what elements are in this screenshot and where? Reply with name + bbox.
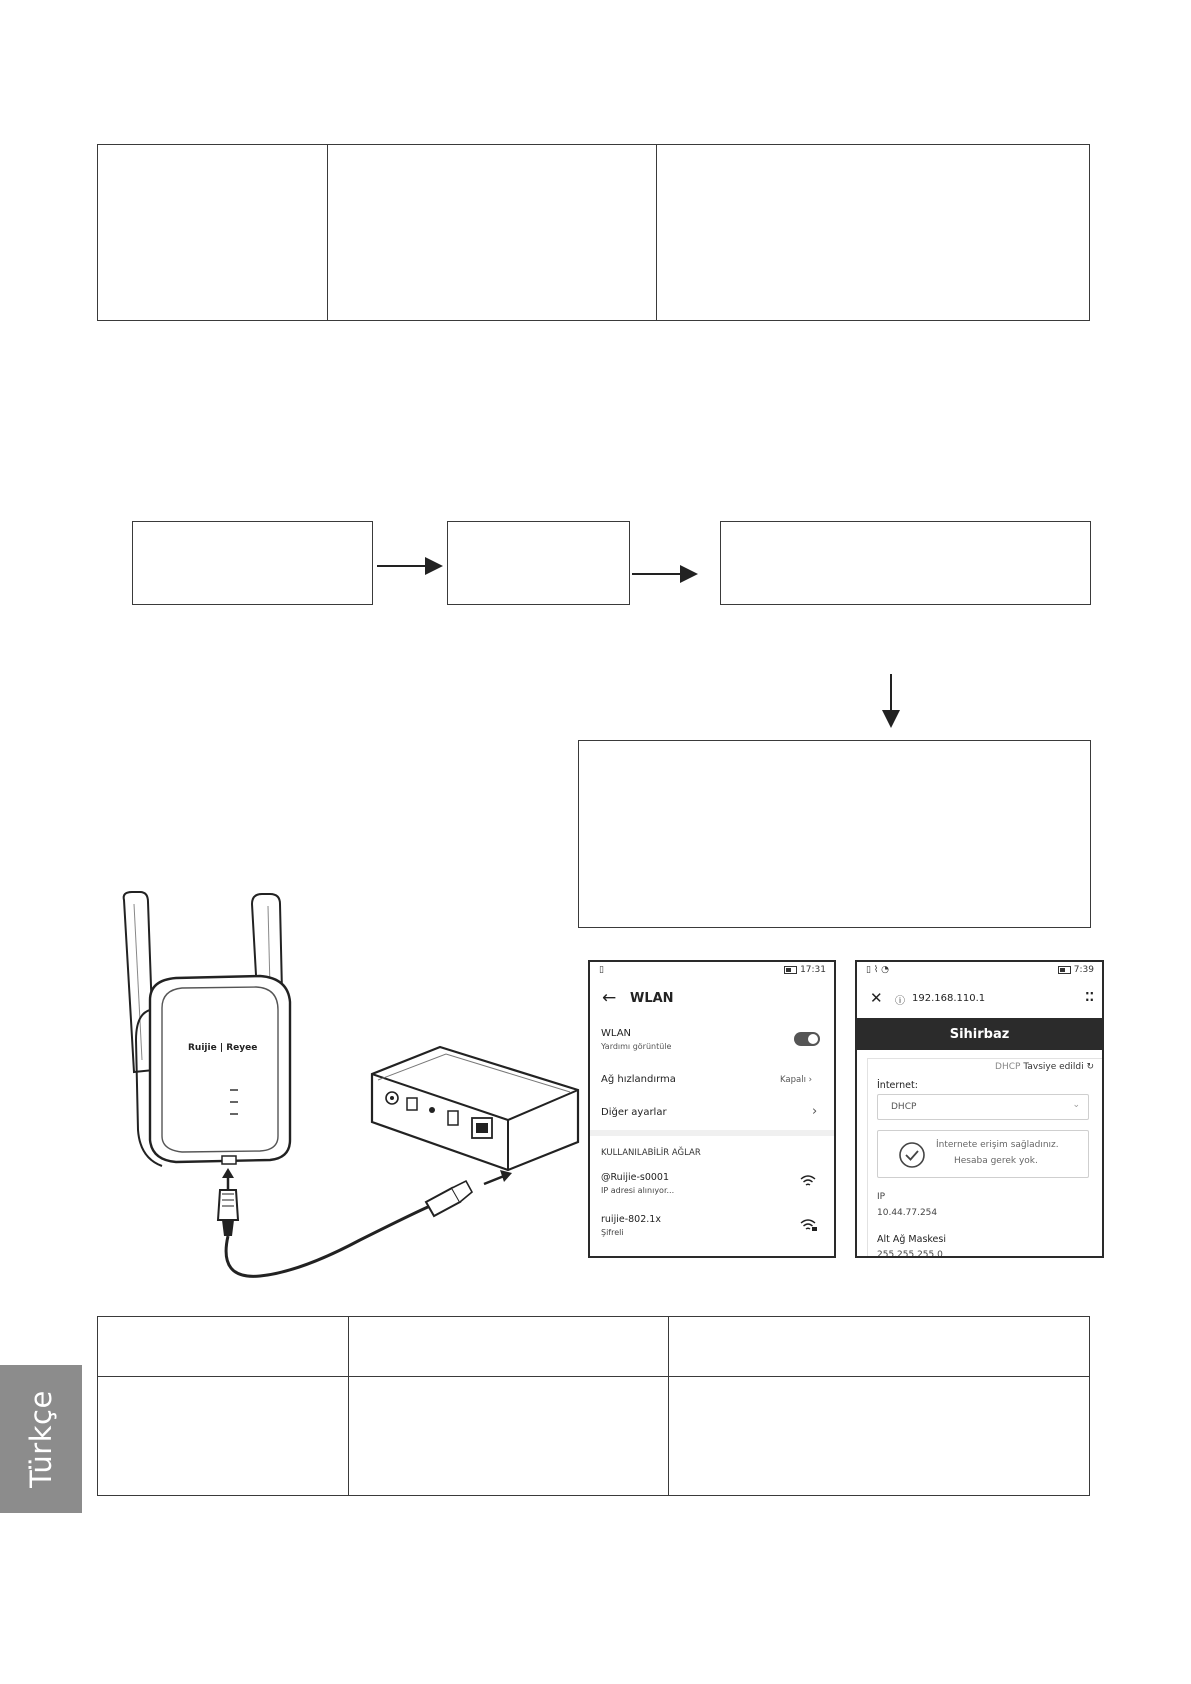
chevron-down-icon: ⌄ bbox=[1072, 1100, 1080, 1110]
status-time: 7:39 bbox=[1058, 965, 1094, 975]
top-table-divider-2 bbox=[656, 145, 657, 320]
status-bar bbox=[590, 964, 834, 978]
battery-icon bbox=[1058, 966, 1071, 974]
wlan-toggle[interactable] bbox=[794, 1032, 820, 1046]
flow-box-3 bbox=[720, 521, 1091, 605]
address-bar-url[interactable]: 192.168.110.1 bbox=[912, 993, 986, 1004]
bottom-table-header-line bbox=[98, 1376, 1089, 1377]
wlan-header-title: WLAN bbox=[630, 991, 674, 1006]
ip-value: 10.44.77.254 bbox=[877, 1208, 938, 1218]
wizard-title: Sihirbaz bbox=[949, 1026, 1010, 1042]
accel-value[interactable]: Kapalı › bbox=[780, 1075, 813, 1085]
bottom-table-divider-2 bbox=[668, 1317, 669, 1495]
network-status: Şifreli bbox=[601, 1228, 624, 1237]
phone-wlan-screen bbox=[588, 960, 836, 1258]
network-name[interactable]: @Ruijie-s0001 bbox=[601, 1172, 670, 1183]
close-icon[interactable]: ✕ bbox=[870, 989, 883, 1007]
check-circle-icon bbox=[898, 1141, 926, 1169]
language-tab-label: Türkçe bbox=[24, 1390, 58, 1488]
accel-label[interactable]: Ağ hızlandırma bbox=[601, 1074, 676, 1085]
flow-box-1 bbox=[132, 521, 373, 605]
internet-select[interactable] bbox=[877, 1094, 1089, 1120]
flow-box-2 bbox=[447, 521, 630, 605]
chevron-right-icon[interactable]: › bbox=[812, 1104, 818, 1119]
section-separator bbox=[590, 1130, 834, 1136]
battery-icon bbox=[784, 966, 797, 974]
wifi-lock-icon bbox=[800, 1219, 818, 1232]
available-networks-title: KULLANILABİLİR AĞLAR bbox=[601, 1148, 701, 1158]
internet-label: İnternet: bbox=[877, 1080, 918, 1091]
other-settings-label[interactable]: Diğer ayarlar bbox=[601, 1107, 667, 1118]
device-brand: Ruijie | Reyee bbox=[188, 1043, 258, 1053]
recommendation-note: DHCP Tavsiye edildi ↻ bbox=[995, 1062, 1094, 1072]
internet-select-value: DHCP bbox=[891, 1102, 917, 1112]
network-name[interactable]: ruijie-802.1x bbox=[601, 1214, 661, 1225]
wlan-toggle-label: WLAN bbox=[601, 1028, 632, 1039]
internet-status-notice bbox=[877, 1130, 1089, 1178]
status-icons: ▯ ⌇ ◔ bbox=[866, 965, 889, 975]
wizard-title-bar bbox=[857, 1018, 1102, 1050]
chevron-right-icon: › bbox=[808, 1075, 813, 1085]
menu-dots-icon[interactable]: ⁚⁚ bbox=[1085, 990, 1095, 1004]
bottom-table bbox=[97, 1316, 1090, 1496]
device-illustration bbox=[110, 890, 580, 1280]
top-table bbox=[97, 144, 1090, 321]
mask-label: Alt Ağ Maskesi bbox=[877, 1234, 946, 1245]
flow-arrow-2 bbox=[632, 564, 698, 584]
phone-browser-screen bbox=[855, 960, 1104, 1258]
language-tab bbox=[0, 1365, 82, 1513]
back-arrow-icon[interactable]: ← bbox=[602, 988, 617, 1008]
flow-box-4 bbox=[578, 740, 1091, 928]
sim-icon: ▯ bbox=[599, 965, 604, 975]
flow-arrow-1 bbox=[377, 556, 443, 576]
status-time: 17:31 bbox=[784, 965, 826, 975]
info-icon: ⓘ bbox=[895, 996, 905, 1007]
notice-line-2: Hesaba gerek yok. bbox=[954, 1156, 1038, 1166]
refresh-icon: ↻ bbox=[1086, 1062, 1094, 1072]
ip-label: IP bbox=[877, 1192, 886, 1202]
wifi-icon bbox=[800, 1175, 816, 1188]
top-table-divider-1 bbox=[327, 145, 328, 320]
bottom-table-divider-1 bbox=[348, 1317, 349, 1495]
wlan-help-link[interactable]: Yardımı görüntüle bbox=[601, 1042, 672, 1051]
network-status: IP adresi alınıyor... bbox=[601, 1186, 675, 1195]
flow-arrow-down bbox=[881, 674, 901, 728]
notice-line-1: İnternete erişim sağladınız. bbox=[936, 1140, 1059, 1150]
mask-value: 255.255.255.0 bbox=[877, 1250, 943, 1258]
status-bar bbox=[857, 964, 1102, 978]
